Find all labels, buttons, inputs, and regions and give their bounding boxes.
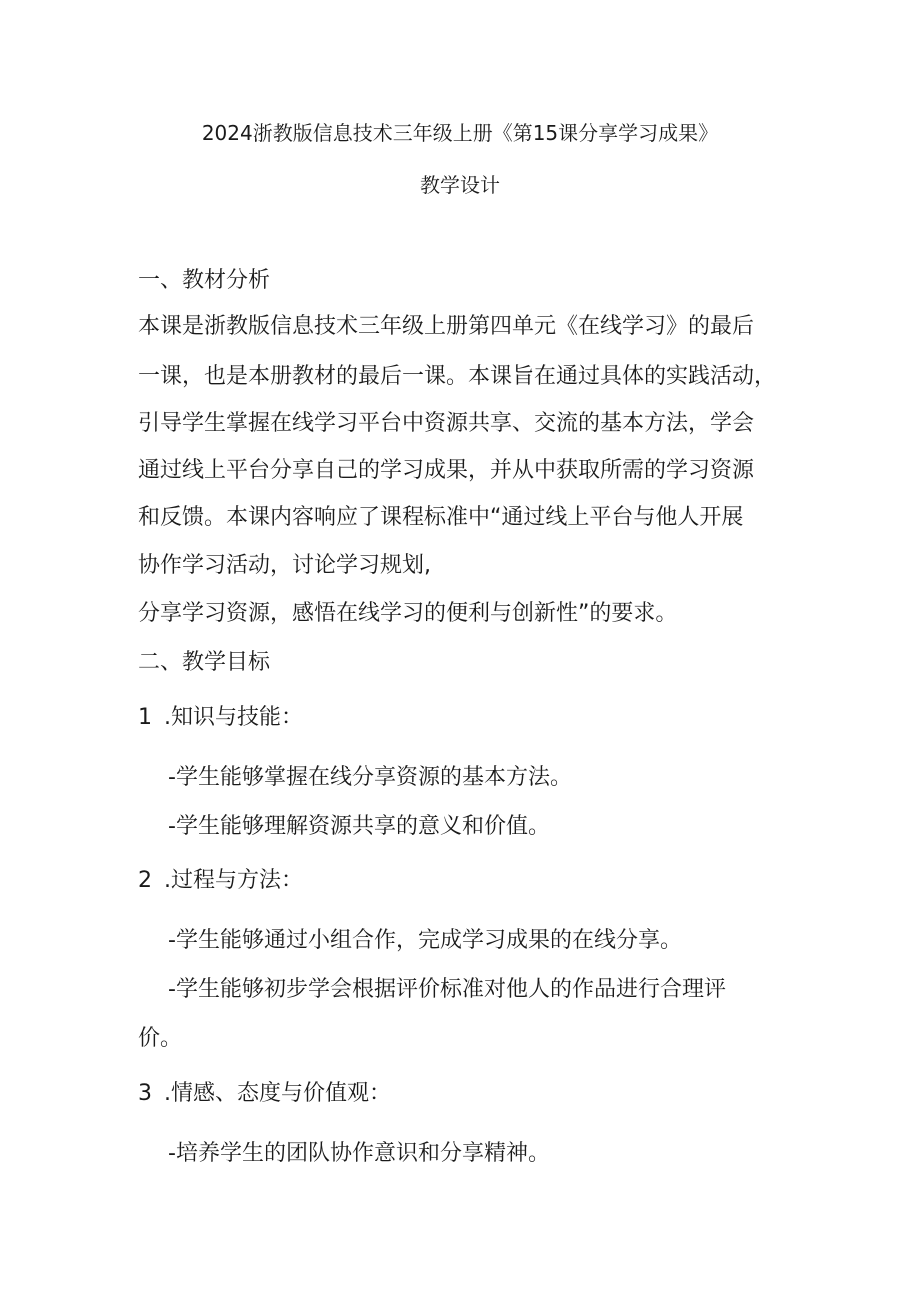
paragraph-line: 协作学习活动，讨论学习规划, — [138, 553, 431, 578]
goal-item: -学生能够掌握在线分享资源的基本方法。 — [168, 765, 572, 790]
paragraph-line: 引导学生掌握在线学习平台中资源共享、交流的基本方法，学会 — [138, 411, 755, 436]
goal-label: .知识与技能： — [164, 705, 303, 730]
goal-number: 3 — [138, 1081, 152, 1106]
goal-item-continuation: 价。 — [138, 1026, 183, 1051]
goal-heading-process — [138, 865, 798, 897]
goal-heading-knowledge — [138, 702, 798, 734]
goal-heading-attitude — [138, 1078, 798, 1110]
goal-item: -学生能够理解资源共享的意义和价值。 — [168, 814, 550, 839]
section-heading-analysis: 一、教材分析 — [138, 268, 271, 293]
paragraph-line: 一课，也是本册教材的最后一课。本课旨在通过具体的实践活动， — [138, 364, 777, 389]
goal-item: -学生能够初步学会根据评价标准对他人的作品进行合理评 — [168, 977, 726, 1002]
goal-item: -学生能够通过小组合作，完成学习成果的在线分享。 — [168, 928, 682, 953]
goal-number: 1 — [138, 705, 152, 730]
section-heading-goals: 二、教学目标 — [138, 650, 271, 675]
goal-number: 2 — [138, 868, 152, 893]
document-title: 2024浙教版信息技术三年级上册《第15课分享学习成果》 — [201, 121, 719, 145]
paragraph-line: 本课是浙教版信息技术三年级上册第四单元《在线学习》的最后 — [138, 314, 755, 339]
paragraph-line: 和反馈。本课内容响应了课程标准中“通过线上平台与他人开展 — [138, 505, 744, 530]
goal-label: .情感、态度与价值观： — [164, 1081, 391, 1106]
paragraph-line: 通过线上平台分享自己的学习成果，并从中获取所需的学习资源 — [138, 458, 755, 483]
document-subtitle: 教学设计 — [420, 173, 500, 197]
paragraph-line: 分享学习资源，感悟在线学习的便利与创新性”的要求。 — [138, 601, 678, 626]
goal-label: .过程与方法： — [164, 868, 303, 893]
goal-item: -培养学生的团队协作意识和分享精神。 — [168, 1141, 550, 1166]
